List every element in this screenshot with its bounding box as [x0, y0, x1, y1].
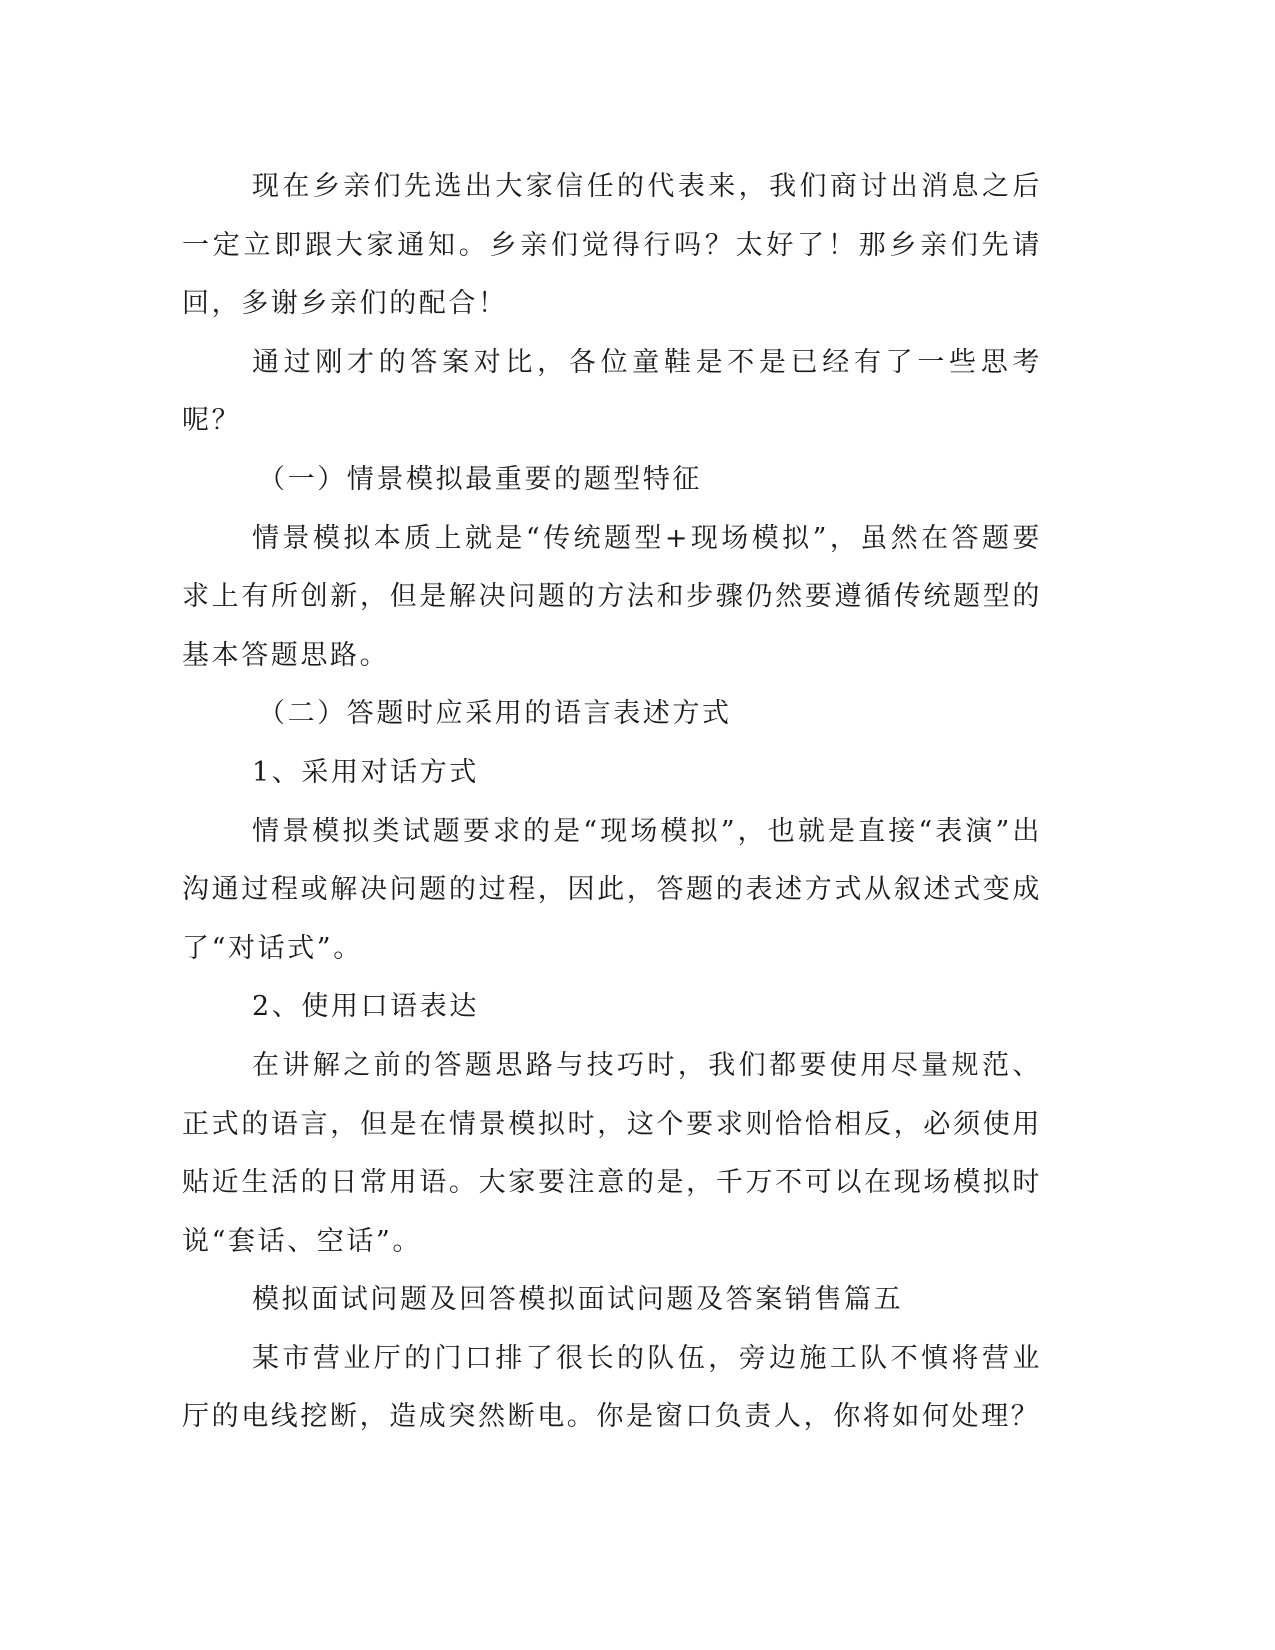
paragraph-reflection-question: 通过刚才的答案对比，各位童鞋是不是已经有了一些思考呢？ [182, 346, 1042, 437]
subheading-spoken-language: 2、使用口语表达 [252, 991, 479, 1023]
paragraph-villagers-closing: 现在乡亲们先选出大家信任的代表来，我们商讨出消息之后一定立即跟大家通知。乡亲们觉得行吗？太好了！那乡亲们先请回，多谢乡亲们的配合！ [182, 171, 1042, 320]
subheading-dialogue-style: 1、采用对话方式 [252, 756, 479, 788]
section-heading-2: （二）答题时应采用的语言表述方式 [258, 698, 732, 730]
paragraph-business-hall-question: 某市营业厅的门口排了很长的队伍，旁边施工队不慎将营业厅的电线挖断，造成突然断电。你是窗口负责人，你将如何处理？ [182, 1342, 1042, 1433]
document-body [182, 158, 1042, 1447]
section-heading-1: （一）情景模拟最重要的题型特征 [258, 463, 702, 495]
paragraph-scenario-essence: 情景模拟本质上就是“传统题型+现场模拟”，虽然在答题要求上有所创新，但是解决问题的方法和步骤仍然要遵循传统题型的基本答题思路。 [182, 522, 1042, 671]
article-title-part-five: 模拟面试问题及回答模拟面试问题及答案销售篇五 [252, 1284, 904, 1316]
paragraph-dialogue-explanation: 情景模拟类试题要求的是“现场模拟”，也就是直接“表演”出沟通过程或解决问题的过程，因此，答题的表述方式从叙述式变成了“对话式”。 [182, 815, 1042, 964]
paragraph-spoken-language-explanation: 在讲解之前的答题思路与技巧时，我们都要使用尽量规范、正式的语言，但是在情景模拟时，这个要求则恰恰相反，必须使用贴近生活的日常用语。大家要注意的是，千万不可以在现场模拟时说“套话、空话”。 [182, 1049, 1042, 1257]
